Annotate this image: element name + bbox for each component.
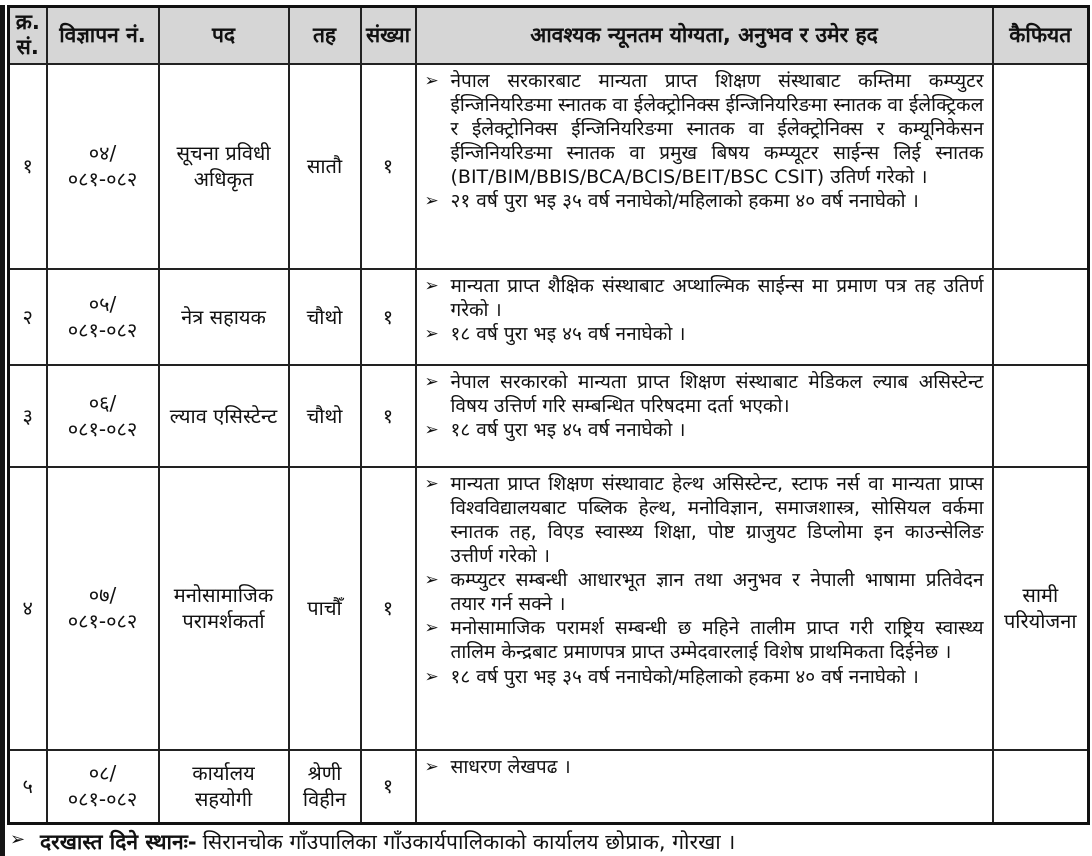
qualification-text: १८ वर्ष पुरा भइ ४५ वर्ष ननाघेको । [450,418,686,441]
qualification-text: नेपाल सरकारको मान्यता प्राप्त शिक्षण संस्थाबाट मेडिकल ल्याब असिस्टेन्ट विषय उत्तिर्ण गरि सम्बन्धित परिषदमा दर्ता भएको। [450,370,984,417]
application-location-label: दरखास्त दिने स्थानः- [40,830,197,854]
qualification-bullet [423,665,984,689]
arrow-bullet-icon: ➢ [424,473,439,494]
post-name: नेत्र सहायक [159,269,289,365]
level-value: पाचौँ [289,467,361,750]
count-value: १ [361,750,416,824]
remarks-cell: सामी परियोजना [993,467,1089,750]
advert-number [47,64,159,269]
advert-number-line2: ०८१-०८२ [67,416,138,441]
arrow-bullet-icon: ➢ [424,666,439,687]
arrow-bullet-icon: ➢ [424,371,439,392]
col-header-count: संख्या [361,7,416,64]
level-value: श्रेणी विहीन [289,750,361,824]
arrow-bullet-icon: ➢ [424,756,439,777]
serial-number: ४ [9,467,47,750]
advert-number-line2: ०८१-०८२ [67,609,138,633]
advert-number-line2: ०८१-०८२ [67,167,138,191]
col-header-remarks: कैफियत [993,7,1089,64]
serial-number: ५ [9,750,47,824]
table-row [9,467,1089,750]
arrow-bullet-icon: ➢ [10,829,26,850]
count-value: १ [361,365,416,467]
count-value: १ [361,269,416,365]
remarks-cell [993,64,1089,269]
advert-number [47,750,159,824]
arrow-bullet-icon: ➢ [424,570,439,590]
qualification-bullet [423,472,984,569]
qualification-text: २१ वर्ष पुरा भइ ३५ वर्ष ननाघेको/महिलाको हकमा ४० वर्ष ननाघेको । [450,190,919,213]
advert-number-line1: ०८/ [88,761,117,786]
qualification-cell [416,64,993,269]
remarks-cell [993,750,1089,824]
qualification-text: कम्प्युटर सम्बन्धी आधारभूत ज्ञान तथा अनुभव र नेपाली भाषामा प्रतिवेदन तयार गर्न सक्ने । [450,569,984,616]
post-name: कार्यालय सहयोगी [159,750,289,824]
col-header-post: पद [159,7,289,64]
advert-number [47,269,159,365]
qualification-cell [416,467,993,750]
serial-number: ३ [9,365,47,467]
qualification-cell [416,269,993,365]
advert-number-line1: ०४/ [88,141,117,165]
advert-number-line2: ०८१-०८२ [67,317,138,342]
qualification-bullet [423,322,984,346]
table-row [9,64,1089,269]
qualification-bullet [423,274,984,322]
qualification-bullet [423,370,984,418]
application-location-text: सिरानचोक गाँउपालिका गाँउकार्यपालिकाको कार्यालय छोप्राक, गोरखा । [202,830,736,854]
advert-number [47,467,159,750]
qualification-text: नेपाल सरकारबाट मान्यता प्राप्त शिक्षण संस्थाबाट कम्तिमा कम्प्युटर ईन्जिनियरिङमा स्नातक वा ईलेक्ट्रोनिक्स ईन्जिनियरिङमा स्नातक वा ईलेक्ट्रिकल र ईलेक्ट्रोनिक्स ईन्जिनियरिङमा स्नातक वा ईलेक्ट्रोनिक्स र कम्यूनिकेसन ईन्जिनियरिङमा स्नातक वा प्रमुख बिषय कम्प्यूटर साईन्स लिई स्नातक (BIT/BIM/BBIS/BCA/BCIS/BEIT/BSC CSIT) उतिर्ण गरेको । [450,69,984,188]
qualification-text: मान्यता प्राप्त शैक्षिक संस्थाबाट अप्थाल्मिक साईन्स मा प्रमाण पत्र तह उतिर्ण गरेको । [450,274,984,321]
qualification-text: साधरण लेखपढ । [450,755,571,778]
serial-header-line2: सं. [16,35,39,60]
col-header-level: तह [289,7,361,64]
post-name: मनोसामाजिक परामर्शकर्ता [159,467,289,750]
header-row [9,7,1089,64]
advert-number-line1: ०७/ [88,583,117,607]
level-value: सातौ [289,64,361,269]
qualification-bullet [423,418,984,442]
remarks-cell [993,365,1089,467]
table-row [9,750,1089,824]
qualification-cell [416,365,993,467]
post-name: सूचना प्रविधी अधिकृत [159,64,289,269]
advert-number-line1: ०६/ [88,390,117,415]
level-value: चौथो [289,269,361,365]
arrow-bullet-icon: ➢ [424,618,439,639]
qualification-bullet [423,189,984,213]
table-row [9,365,1089,467]
qualification-bullet [423,568,984,616]
col-header-advert-number: विज्ञापन नं. [47,7,159,64]
qualification-cell [416,750,993,824]
serial-number: २ [9,269,47,365]
qualification-text: मान्यता प्राप्त शिक्षण संस्थावाट हेल्थ असिस्टेन्ट, स्टाफ नर्स वा मान्यता प्राप्स विश्वविद्यालयबाट पब्लिक हेल्थ, मनोविज्ञान, समाजशास्त्र, सोसियल वर्कमा स्नातक तह, विएड स्वास्थ्य शिक्षा, पोष्ट ग्राजुयट डिप्लोमा इन काउन्सेलिङ उत्तीर्ण गरेको । [450,472,984,567]
col-header-qualification: आवश्यक न्यूनतम योग्यता, अनुभव र उमेर हद [416,7,993,64]
arrow-bullet-icon: ➢ [424,323,439,344]
post-name: ल्याव एसिस्टेन्ट [159,365,289,467]
vacancy-table [7,5,1090,825]
qualification-text: मनोसामाजिक परामर्श सम्बन्धी छ महिने तालीम प्राप्त गरी राष्ट्रिय स्वास्थ्य तालिम केन्द्रबाट प्रमाणपत्र प्राप्त उम्मेदवारलाई विशेष प्राथमिकता दिईनेछ । [450,617,984,664]
advert-number [47,365,159,467]
count-value: १ [361,467,416,750]
advert-number-line2: ०८१-०८२ [67,787,138,812]
qualification-bullet [423,755,984,779]
qualification-bullet [423,616,984,664]
arrow-bullet-icon: ➢ [424,419,439,440]
advert-number-line1: ०५/ [88,291,117,316]
arrow-bullet-icon: ➢ [424,275,439,296]
qualification-text: १८ वर्ष पुरा भइ ४५ वर्ष ननाघेको । [450,322,686,345]
table-row [9,269,1089,365]
serial-header-line1: क्र. [15,10,40,35]
application-location-note [10,829,1080,855]
arrow-bullet-icon: ➢ [424,191,439,212]
count-value: १ [361,64,416,269]
qualification-bullet [423,69,984,190]
qualification-text: १८ वर्ष पुरा भइ ३५ वर्ष ननाघेको/महिलाको हकमा ४० वर्ष ननाघेको । [450,665,919,688]
col-header-serial-number [9,7,47,64]
arrow-bullet-icon: ➢ [424,70,439,91]
remarks-cell [993,269,1089,365]
level-value: चौथो [289,365,361,467]
serial-number: १ [9,64,47,269]
scan-edge-artifact [0,5,5,856]
